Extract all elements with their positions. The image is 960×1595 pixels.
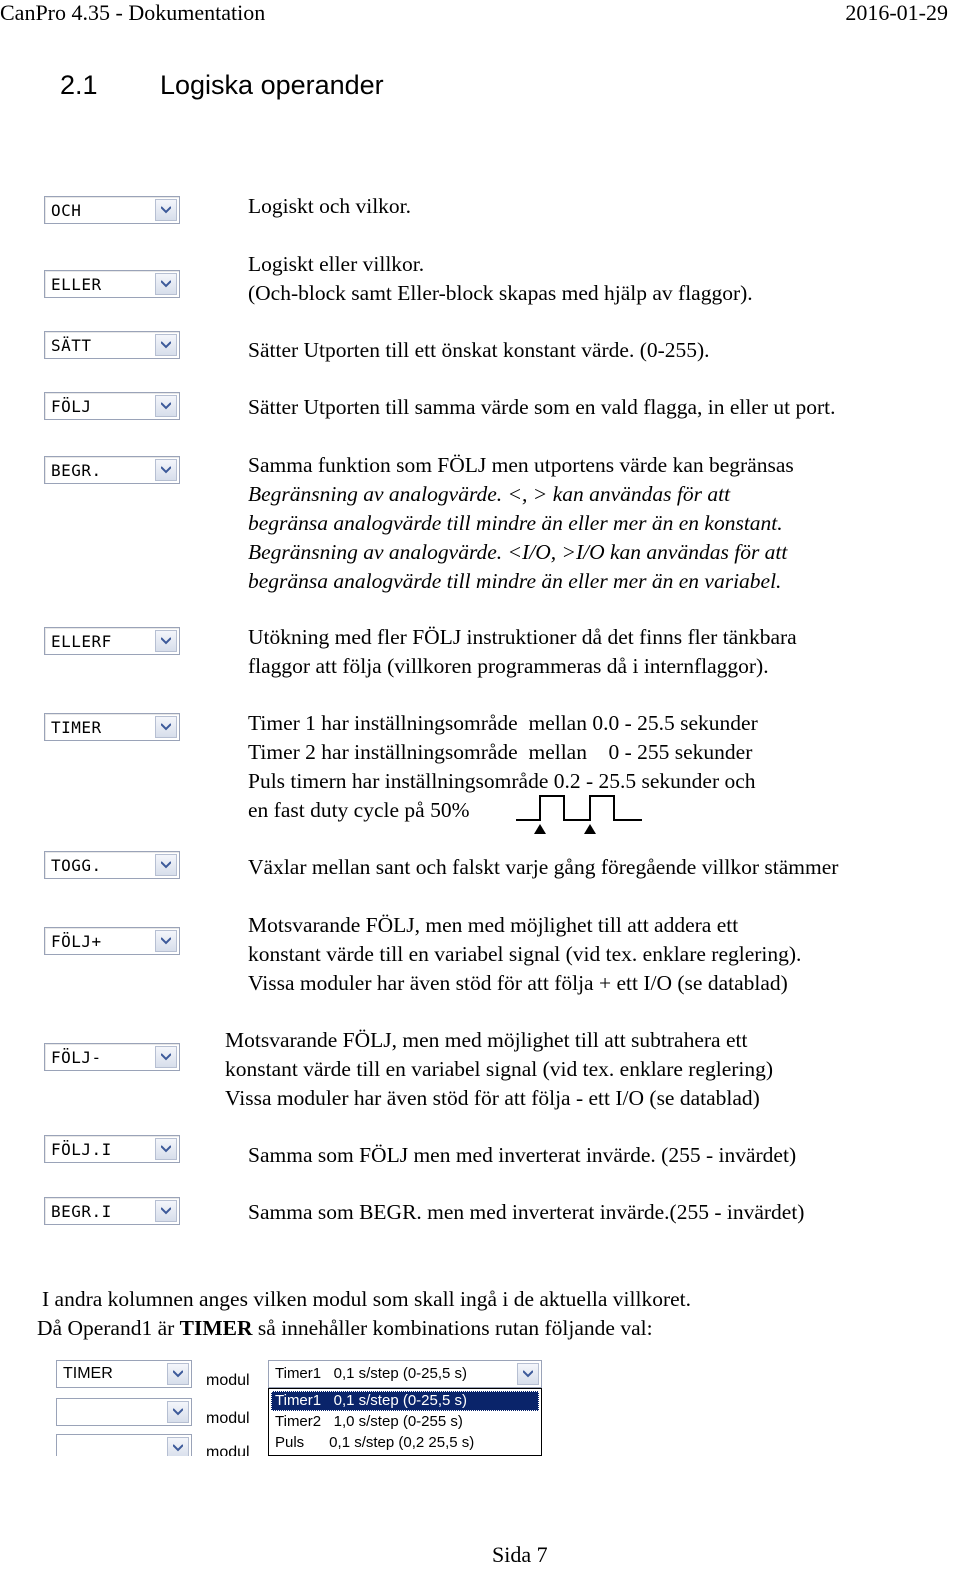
- operand-combo-folj-minus[interactable]: [44, 1043, 180, 1071]
- combo-value: FÖLJ: [51, 397, 92, 416]
- desc-line: Vissa moduler har även stöd för att följa - ett I/O (se datablad): [225, 1086, 760, 1110]
- operand-combo-eller[interactable]: [44, 270, 180, 298]
- operand-combo-folj[interactable]: [44, 392, 180, 420]
- desc-line-italic: begränsa analogvärde till mindre än eller mer än en konstant.: [248, 511, 783, 535]
- operand-combo-satt[interactable]: [44, 331, 180, 359]
- desc-line: Logiskt och vilkor.: [248, 194, 412, 218]
- section-title: [60, 70, 384, 101]
- desc-line: Samma som BEGR. men med inverterat invärde.(255 - invärdet): [248, 1200, 805, 1224]
- operand-combo-begr-i[interactable]: [44, 1197, 180, 1225]
- operand1-combo[interactable]: [56, 1360, 192, 1388]
- footer-text-line1: I andra kolumnen anges vilken modul som skall ingå i de aktuella villkoret.: [42, 1287, 692, 1311]
- section-number: 2.1: [60, 70, 98, 100]
- chevron-down-icon[interactable]: [155, 273, 177, 295]
- combo-value: OCH: [51, 201, 82, 220]
- section-heading: Logiska operander: [160, 70, 384, 100]
- desc-togg: [248, 853, 838, 882]
- document-header-date: 2016-01-29: [845, 0, 948, 25]
- desc-line-italic: Begränsning av analogvärde. <I/O, >I/O kan användas för att: [248, 540, 788, 564]
- combo-value: ELLER: [51, 275, 102, 294]
- desc-line: konstant värde till en variabel signal (vid tex. enklare reglering): [225, 1057, 774, 1081]
- desc-ellerf: [248, 623, 797, 681]
- desc-line: Timer 2 har inställningsområde mellan 0 - 255 sekunder: [248, 740, 753, 764]
- desc-line: Logiskt eller villkor.: [248, 252, 425, 276]
- combo-value: TIMER: [51, 718, 102, 737]
- desc-och: [248, 192, 411, 221]
- chevron-down-icon[interactable]: [167, 1363, 189, 1385]
- desc-line: Växlar mellan sant och falskt varje gång föregående villkor stämmer: [248, 855, 839, 879]
- desc-line: Vissa moduler har även stöd för att följa + ett I/O (se datablad): [248, 971, 788, 995]
- desc-line: Motsvarande FÖLJ, men med möjlighet till att addera ett: [248, 913, 739, 937]
- chevron-down-icon[interactable]: [155, 459, 177, 481]
- page-number: Sida 7: [492, 1542, 548, 1567]
- desc-line: Samma funktion som FÖLJ men utportens värde kan begränsas: [248, 453, 794, 477]
- operand-combo-ellerf[interactable]: [44, 627, 180, 655]
- operand-combo-folj-i[interactable]: [44, 1135, 180, 1163]
- desc-line: Puls timern har inställningsområde 0.2 - 25.5 sekunder och: [248, 769, 756, 793]
- desc-line: Samma som FÖLJ men med inverterat invärde. (255 - invärdet): [248, 1143, 797, 1167]
- timer-combo-screenshot: [52, 1356, 564, 1456]
- desc-timer: [248, 709, 758, 825]
- chevron-down-icon[interactable]: [167, 1437, 189, 1456]
- desc-folj-minus: [225, 1026, 773, 1113]
- operand-combo-begr[interactable]: [44, 456, 180, 484]
- combo-value: BEGR.I: [51, 1202, 112, 1221]
- desc-line: flaggor att följa (villkoren programmeras då i internflaggor).: [248, 654, 769, 678]
- combo-value: ELLERF: [51, 632, 112, 651]
- desc-line: en fast duty cycle på 50%: [248, 798, 470, 822]
- footer-text-bold: TIMER: [179, 1316, 253, 1340]
- modul-label: modul: [206, 1410, 250, 1427]
- desc-satt: [248, 336, 710, 365]
- operand2-combo[interactable]: [56, 1398, 192, 1426]
- combo-value: TOGG.: [51, 856, 102, 875]
- combo-value: FÖLJ.I: [51, 1140, 112, 1159]
- operand3-combo[interactable]: [56, 1434, 192, 1456]
- modul-label: modul: [206, 1372, 250, 1389]
- desc-line: Timer 1 har inställningsområde mellan 0.0 - 25.5 sekunder: [248, 711, 758, 735]
- desc-line: Sätter Utporten till samma värde som en vald flagga, in eller ut port.: [248, 395, 836, 419]
- chevron-down-icon[interactable]: [155, 1046, 177, 1068]
- desc-line: Sätter Utporten till ett önskat konstant värde. (0-255).: [248, 338, 710, 362]
- timer-option-timer2[interactable]: Timer2 1,0 s/step (0-255 s): [275, 1413, 463, 1430]
- operand-combo-timer[interactable]: [44, 713, 180, 741]
- timer-mode-combo[interactable]: [268, 1360, 542, 1388]
- footer-text-line2: [37, 1314, 653, 1343]
- desc-line: (Och-block samt Eller-block skapas med hjälp av flaggor).: [248, 281, 753, 305]
- desc-line: konstant värde till en variabel signal (vid tex. enklare reglering).: [248, 942, 802, 966]
- chevron-down-icon[interactable]: [155, 930, 177, 952]
- chevron-down-icon[interactable]: [155, 199, 177, 221]
- operand-combo-togg[interactable]: [44, 851, 180, 879]
- chevron-down-icon[interactable]: [155, 716, 177, 738]
- pulse-waveform-icon: [514, 792, 646, 836]
- combo-value: SÄTT: [51, 336, 92, 355]
- chevron-down-icon[interactable]: [155, 334, 177, 356]
- footer-text-pre: Då Operand1 är: [37, 1316, 180, 1340]
- desc-folj: [248, 393, 836, 422]
- combo-value: FÖLJ+: [51, 932, 102, 951]
- desc-line: Utökning med fler FÖLJ instruktioner då det finns fler tänkbara: [248, 625, 797, 649]
- desc-line: Motsvarande FÖLJ, men med möjlighet till att subtrahera ett: [225, 1028, 748, 1052]
- desc-folj-plus: [248, 911, 801, 998]
- footer-text-post: så innehåller kombinations rutan följande val:: [252, 1316, 653, 1340]
- document-header-title: CanPro 4.35 - Dokumentation: [0, 0, 266, 25]
- chevron-down-icon[interactable]: [155, 1200, 177, 1222]
- desc-begr: [248, 451, 794, 596]
- chevron-down-icon[interactable]: [167, 1401, 189, 1423]
- desc-eller: [248, 250, 753, 308]
- operand-combo-och[interactable]: [44, 196, 180, 224]
- combo-value: BEGR.: [51, 461, 102, 480]
- modul-label: modul: [206, 1444, 250, 1456]
- chevron-down-icon[interactable]: [155, 1138, 177, 1160]
- desc-begr-i: [248, 1198, 804, 1227]
- timer-option-puls[interactable]: Puls 0,1 s/step (0,2 25,5 s): [275, 1434, 475, 1451]
- combo-value: Timer1 0,1 s/step (0-25,5 s): [275, 1365, 468, 1382]
- chevron-down-icon[interactable]: [155, 854, 177, 876]
- chevron-down-icon[interactable]: [155, 630, 177, 652]
- combo-value: FÖLJ-: [51, 1048, 102, 1067]
- desc-line-italic: begränsa analogvärde till mindre än eller mer än en variabel.: [248, 569, 782, 593]
- chevron-down-icon[interactable]: [517, 1363, 539, 1385]
- combo-value: TIMER: [63, 1365, 113, 1382]
- desc-folj-i: [248, 1141, 796, 1170]
- operand-combo-folj-plus[interactable]: [44, 927, 180, 955]
- timer-mode-dropdown-list[interactable]: [268, 1388, 542, 1456]
- chevron-down-icon[interactable]: [155, 395, 177, 417]
- desc-line-italic: Begränsning av analogvärde. <, > kan användas för att: [248, 482, 731, 506]
- timer-option-timer1[interactable]: Timer1 0,1 s/step (0-25,5 s): [271, 1391, 539, 1411]
